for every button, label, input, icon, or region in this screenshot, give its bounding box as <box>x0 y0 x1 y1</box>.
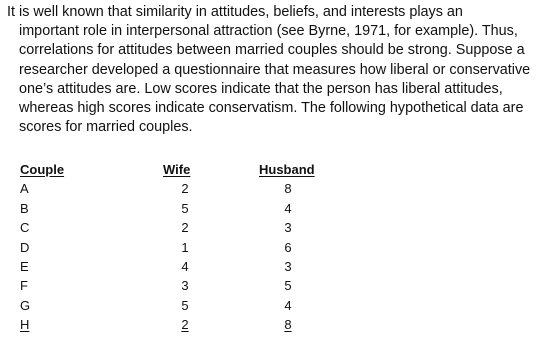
husband-score-cell: 6 <box>284 239 292 255</box>
couple-cell: G <box>20 297 31 313</box>
husband-score-cell: 5 <box>284 278 292 294</box>
wife-score-cell: 5 <box>181 297 189 313</box>
wife-score-cell: 2 <box>181 317 189 333</box>
passage-line: correlations for attitudes between married couples should be strong. Suppose a <box>19 42 525 59</box>
wife-score-cell: 5 <box>181 200 189 216</box>
problem-passage <box>7 3 555 137</box>
husband-score-cell: 4 <box>284 297 292 313</box>
husband-score-cell: 8 <box>284 181 292 197</box>
wife-column-header: Wife <box>163 162 191 177</box>
passage-line: It is well known that similarity in attitudes, beliefs, and interests plays an <box>7 4 463 20</box>
husband-score-cell: 4 <box>284 200 292 216</box>
couple-cell: H <box>20 317 30 333</box>
couple-column-header: Couple <box>20 162 65 177</box>
passage-line: scores for married couples. <box>19 119 193 136</box>
husband-score-cell: 8 <box>284 317 292 333</box>
couple-cell: C <box>20 220 30 236</box>
couple-cell: D <box>20 239 30 255</box>
couple-cell: E <box>20 258 29 274</box>
wife-score-cell: 1 <box>181 239 189 255</box>
wife-score-cell: 2 <box>181 181 189 197</box>
passage-line: whereas high scores indicate conservatism. The following hypothetical data are <box>19 100 524 117</box>
wife-score-cell: 3 <box>181 278 189 294</box>
husband-score-cell: 3 <box>284 258 292 274</box>
passage-line: one’s attitudes are. Low scores indicate that the person has liberal attitudes, <box>19 80 503 97</box>
wife-score-cell: 4 <box>181 258 189 274</box>
passage-line: researcher developed a questionnaire that measures how liberal or conservative <box>19 61 531 78</box>
wife-score-cell: 2 <box>181 220 189 236</box>
husband-column-header: Husband <box>259 162 315 177</box>
couple-cell: A <box>20 181 29 197</box>
husband-score-cell: 3 <box>284 220 292 236</box>
passage-line: important role in interpersonal attraction (see Byrne, 1971, for example). Thus, <box>19 23 518 40</box>
couple-cell: B <box>20 200 29 216</box>
couple-cell: F <box>20 278 28 294</box>
